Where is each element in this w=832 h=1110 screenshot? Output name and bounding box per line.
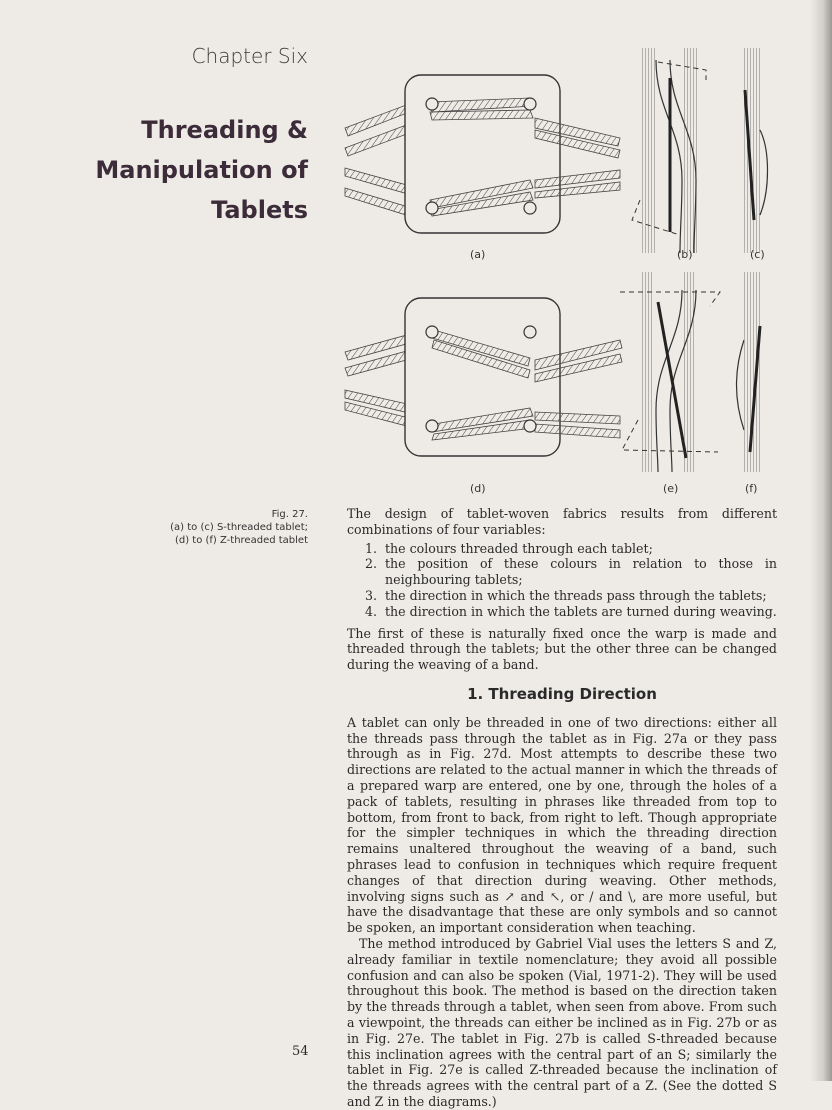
diagram-f-z-thread-edge — [737, 272, 763, 472]
label-e: (e) — [663, 482, 679, 495]
list-item: 1. the colours threaded through each tablet; — [381, 541, 777, 557]
page-edge-shadow — [810, 0, 832, 1081]
caption-figure-number: Fig. 27. — [271, 509, 308, 520]
threading-paragraph-2: The method introduced by Gabriel Vial uses the letters S and Z, already familiar in textile nomenclature; they avoid all possible confusion and can also be spoken (Vial, 1971-2). They will be used throughout this book. The method is based on the direction taken by the threads through a tablet, when seen from above. From such a viewpoint, the threads can either be inclined as in Fig. 27b or as in Fig. 27e. The tablet in Fig. 27b is called S-threaded because this inclination agrees with the central part of an S; similarly the tablet in Fig. 27e is called Z-threaded because the inclination of the threads agrees with the central part of a Z. (See the dotted S and Z in the diagrams.) — [347, 935, 777, 1109]
variables-list — [347, 541, 777, 620]
fig-27-diagram — [330, 40, 790, 500]
threading-paragraph-1: A tablet can only be threaded in one of two directions: either all the threads pass through the tablet as in Fig. 27a or they pass through as in Fig. 27d. Most attempts to describe these two directions are related to the actual manner in which the threads of a prepared warp are entered, one by one, through the holes of a pack of tablets, resulting in phrases like threaded from top to bottom, from front to back, from right to left. Though appropriate for the simpler techniques in which the threading direction remains unaltered throughout the weaving of a band, such phrases lead to confusion in techniques which require frequent changes of that direction during weaving. Other methods, involving signs such as ↗ and ↖, or / and \, are more useful, but have the disadvantage that these are only symbols and so cannot be spoken, an important consideration when teaching. — [347, 714, 777, 936]
figure-caption — [170, 508, 308, 547]
intro-paragraph: The design of tablet-woven fabrics results from different combinations of four variables: — [347, 506, 777, 537]
chapter-label: Chapter Six — [191, 44, 308, 68]
list-item: 2. the position of these colours in relation to those in neighbouring tablets; — [381, 556, 777, 588]
title-line-1: Threading & — [141, 116, 308, 144]
label-d: (d) — [470, 482, 486, 495]
label-b: (b) — [677, 248, 693, 261]
label-a: (a) — [470, 248, 486, 261]
title-line-3: Tablets — [211, 196, 308, 224]
diagram-b-s-thread-view — [632, 48, 706, 253]
title-line-2: Manipulation of — [95, 156, 308, 184]
list-item: 3. the direction in which the threads pass through the tablets; — [381, 588, 777, 604]
diagram-d-z-threaded-tablet — [345, 298, 622, 456]
body-text — [347, 506, 777, 1110]
label-f: (f) — [745, 482, 758, 495]
section-heading: 1. Threading Direction — [467, 684, 657, 703]
diagram-c-s-thread-edge — [742, 48, 768, 253]
list-item: 4. the direction in which the tablets are turned during weaving. — [381, 604, 777, 620]
diagram-a-s-threaded-tablet — [345, 75, 620, 233]
label-c: (c) — [750, 248, 765, 261]
chapter-title — [95, 110, 308, 230]
caption-line-s: (a) to (c) S-threaded tablet; — [170, 522, 308, 533]
diagram-e-z-thread-view — [620, 272, 720, 472]
caption-line-z: (d) to (f) Z-threaded tablet — [174, 535, 308, 546]
after-list-paragraph: The first of these is naturally fixed once the warp is made and threaded through the tablets; but the other three can be changed during the weaving of a band. — [347, 625, 777, 673]
page-number: 54 — [292, 1044, 309, 1059]
